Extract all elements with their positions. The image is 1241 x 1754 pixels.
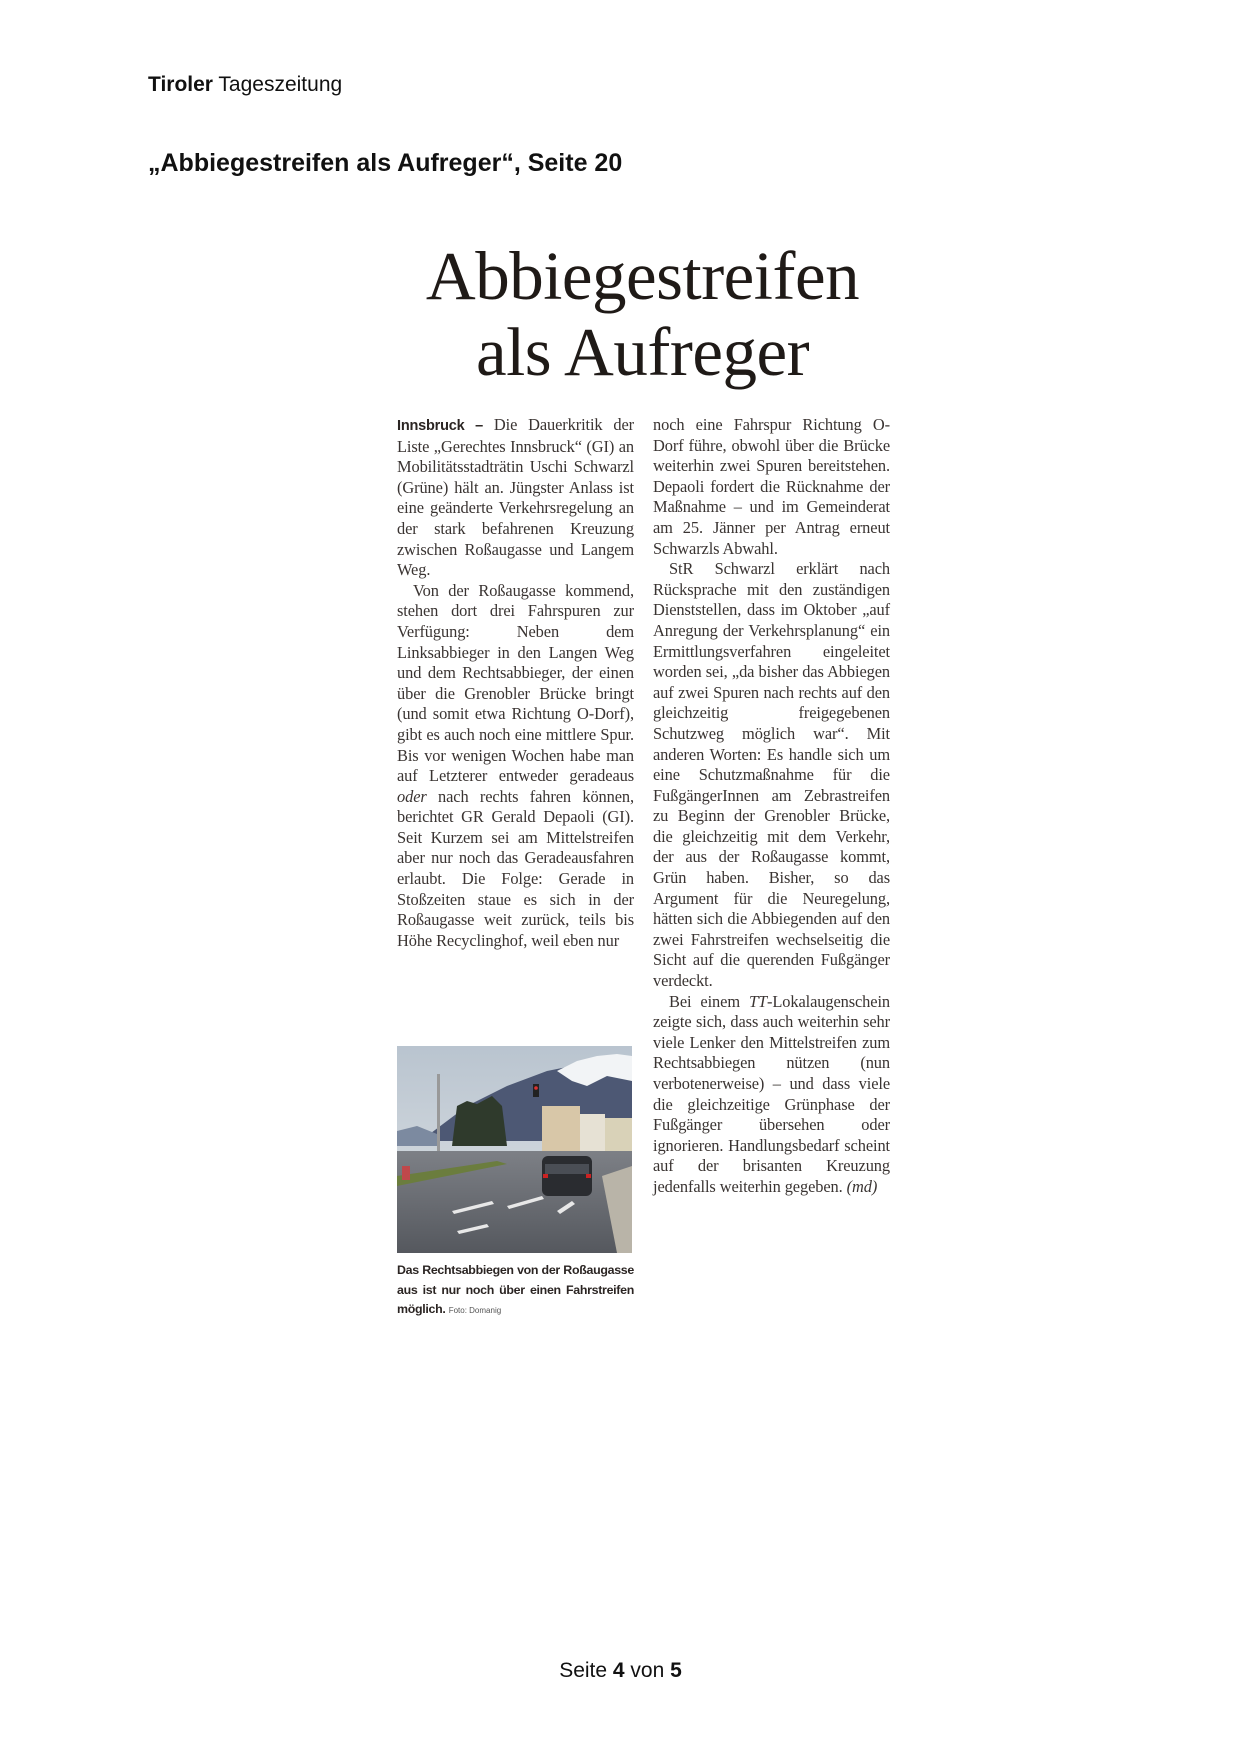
paragraph-text: Bei einem <box>669 991 740 1011</box>
car <box>542 1156 592 1196</box>
page-middle: von <box>624 1659 671 1682</box>
lamp-post <box>437 1074 440 1154</box>
headline-line-1: Abbiegestreifen <box>425 238 860 314</box>
paragraph-text: Die Dauerkritik der Liste „Gerechtes Innsbruck“ (GI) an Mobilitätsstadträtin Uschi Schwarzl (Grüne) hält an. Jüngster Anlass ist eine geänderte Verkehrsregelung an der stark befahrenen Kreuzung zwischen Roßaugasse und Langem Weg. <box>397 415 634 580</box>
publication-name <box>148 73 342 97</box>
page-current: 4 <box>612 1659 625 1682</box>
paragraph-text: Von der Roßaugasse kommend, stehen dort drei Fahrspuren zur Verfügung: Neben dem Linksabbieger in den Langen Weg und dem Rechtsabbieger, der einen über die Grenobler Brücke bringt (und somit etwa Richtung O-Dorf), gibt es auch noch eine mittlere Spur. Bis vor wenigen Wochen habe man auf Letzterer entweder geradeaus <box>397 580 634 786</box>
publication-name-rest: Tageszeitung <box>212 73 343 96</box>
photo-credit: Foto: Domanig <box>448 1306 502 1315</box>
article-paragraph: noch eine Fahrspur Richtung O-Dorf führe, obwohl über die Brücke weiterhin zwei Spuren bereitstehen. Depaoli fordert die Rücknahme der Maßnahme – und im Gemeinderat am 25. Jänner per Antrag erneut Schwarzls Abwahl. <box>653 415 890 558</box>
article-photo <box>397 1046 632 1253</box>
paragraph-text: nach rechts fahren können, berichtet GR Gerald Depaoli (GI). Seit Kurzem sei am Mittelstreifen aber nur noch das Geradeausfahren erlaubt. Die Folge: Gerade in Stoßzeiten staue es sich in der Roßaugasse weit zurück, teils bis Höhe Recyclinghof, weil eben nur <box>397 786 634 950</box>
page-prefix: Seite <box>559 1659 613 1682</box>
building <box>580 1114 605 1156</box>
newspaper-clipping <box>395 238 890 1323</box>
headline-line-2: als Aufreger <box>475 314 810 390</box>
article-paragraph <box>397 415 634 581</box>
building <box>605 1118 632 1156</box>
page-total: 5 <box>670 1659 682 1682</box>
dateline: Innsbruck – <box>397 418 484 434</box>
car-taillight <box>543 1174 548 1178</box>
publication-name-bold: Tiroler <box>148 73 213 96</box>
article-paragraph <box>397 581 634 952</box>
red-light <box>534 1086 538 1090</box>
clip-title: „Abbiegestreifen als Aufreger“, Seite 20 <box>148 149 623 177</box>
building <box>542 1106 580 1156</box>
paragraph-text: -Lokalaugenschein zeigte sich, dass auch weiterhin sehr viele Lenker den Mittelstreifen zum Rechtsabbiegen nützen (nun verbotenerweise) – und dass viele die gleichzeitige Grünphase der Fußgänger übersehen oder ignorieren. Handlungsbedarf scheint auf der brisanten Kreuzung jedenfalls weiterhin gegeben. <box>653 991 890 1196</box>
car-taillight <box>586 1174 591 1178</box>
barrier <box>402 1166 410 1180</box>
article-headline <box>395 238 890 390</box>
article-column-right <box>653 415 890 1198</box>
emphasis-text: oder <box>397 786 427 806</box>
author-signature: (md) <box>846 1176 878 1196</box>
article-paragraph <box>653 992 890 1198</box>
photo-caption <box>397 1261 634 1321</box>
traffic-light <box>533 1084 539 1097</box>
emphasis-text: TT <box>748 991 767 1011</box>
article-paragraph: StR Schwarzl erklärt nach Rücksprache mit den zuständigen Dienststellen, dass im Oktober „auf Anregung der Verkehrsplanung“ ein Ermittlungsverfahren eingeleitet worden sei, „da bisher das Abbiegen auf zwei Spuren nach rechts auf den gleichzeitig freigegebenen Schutzweg möglich war“. Mit anderen Worten: Es handle sich um eine Schutzmaßnahme für die FußgängerInnen am Zebrastreifen zu Beginn der Grenobler Brücke, die gleichzeitig mit dem Verkehr, der aus der Roßaugasse kommt, Grün haben. Bisher, so das Argument für die Neuregelung, hätten sich die Abbiegenden auf den zwei Fahrstreifen wechselseitig die Sicht auf die querenden Fußgänger verdeckt. <box>653 559 890 991</box>
street-intersection-photo <box>397 1046 632 1253</box>
article-column-left <box>397 415 634 951</box>
page-number <box>0 1659 1241 1683</box>
road <box>397 1151 632 1253</box>
car-window <box>545 1164 589 1174</box>
caption-text: Das Rechtsabbiegen von der Roßaugasse aus ist nur noch über einen Fahrstreifen möglich. <box>397 1263 634 1316</box>
